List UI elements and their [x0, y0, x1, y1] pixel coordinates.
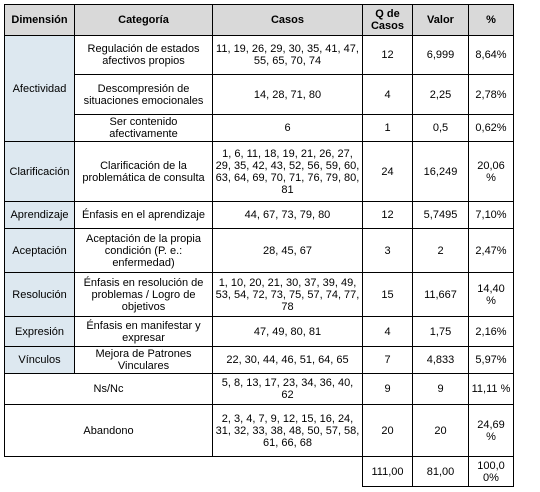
category-cell: Énfasis en manifestar y expresar: [75, 317, 213, 347]
table-row: [5, 317, 514, 347]
percent-cell: 7,10%: [469, 202, 514, 229]
cases-cell: 44, 67, 73, 79, 80: [213, 202, 363, 229]
dimension-cell: Clarificación: [5, 142, 75, 202]
value-cell: 16,249: [413, 142, 469, 202]
q-cell: 1: [363, 115, 413, 142]
cases-cell: 28, 45, 67: [213, 229, 363, 273]
dimension-cell: Vínculos: [5, 347, 75, 374]
category-cell: Regulación de estados afectivos propios: [75, 36, 213, 75]
percent-cell: 2,16%: [469, 317, 514, 347]
category-cell: Énfasis en el aprendizaje: [75, 202, 213, 229]
value-cell: 2,25: [413, 75, 469, 115]
cases-cell: 2, 3, 4, 7, 9, 12, 15, 16, 24, 31, 32, 33, 38, 48, 50, 57, 58, 61, 66, 68: [213, 405, 363, 457]
total-value-cell: 81,00: [413, 457, 469, 487]
value-cell: 9: [413, 374, 469, 405]
q-cell: 4: [363, 75, 413, 115]
dimension-cell: Aceptación: [5, 229, 75, 273]
table-row: [5, 374, 514, 405]
cases-cell: 47, 49, 80, 81: [213, 317, 363, 347]
q-cell: 20: [363, 405, 413, 457]
header-category: Categoría: [75, 5, 213, 36]
dimension-cell: Afectividad: [5, 36, 75, 142]
header-q-cases: Q de Casos: [363, 5, 413, 36]
header-row: [5, 5, 514, 36]
table-row: [5, 229, 514, 273]
category-cell: Mejora de Patrones Vinculares: [75, 347, 213, 374]
cases-cell: 5, 8, 13, 17, 23, 34, 36, 40, 62: [213, 374, 363, 405]
category-cell: Aceptación de la propia condición (P. e.: enfermedad): [75, 229, 213, 273]
percent-cell: 2,78%: [469, 75, 514, 115]
q-cell: 12: [363, 36, 413, 75]
category-cell: Énfasis en resolución de problemas / Logro de objetivos: [75, 273, 213, 317]
percent-cell: 8,64%: [469, 36, 514, 75]
value-cell: 20: [413, 405, 469, 457]
percent-cell: 0,62%: [469, 115, 514, 142]
totals-spacer: [5, 457, 363, 487]
dimension-cell: Expresión: [5, 317, 75, 347]
dimension-cell: Abandono: [5, 405, 213, 457]
value-cell: 4,833: [413, 347, 469, 374]
q-cell: 7: [363, 347, 413, 374]
category-cell: Descompresión de situaciones emocionales: [75, 75, 213, 115]
table-row: [5, 36, 514, 75]
value-cell: 11,667: [413, 273, 469, 317]
cases-cell: 6: [213, 115, 363, 142]
cases-cell: 11, 19, 26, 29, 30, 35, 41, 47, 55, 65, 70, 74: [213, 36, 363, 75]
cases-cell: 1, 6, 11, 18, 19, 21, 26, 27, 29, 35, 42, 43, 52, 56, 59, 60, 63, 64, 69, 70, 71, 76, 79, 80, 81: [213, 142, 363, 202]
q-cell: 4: [363, 317, 413, 347]
value-cell: 6,999: [413, 36, 469, 75]
table-row: [5, 273, 514, 317]
value-cell: 0,5: [413, 115, 469, 142]
q-cell: 24: [363, 142, 413, 202]
dimension-cell: Ns/Nc: [5, 374, 213, 405]
percent-cell: 5,97%: [469, 347, 514, 374]
totals-row: [5, 457, 514, 487]
total-percent-cell: 100,0 0%: [469, 457, 514, 487]
q-cell: 9: [363, 374, 413, 405]
q-cell: 3: [363, 229, 413, 273]
table-row: [5, 347, 514, 374]
cases-table: [4, 4, 514, 487]
cases-cell: 22, 30, 44, 46, 51, 64, 65: [213, 347, 363, 374]
dimension-cell: Resolución: [5, 273, 75, 317]
cases-cell: 14, 28, 71, 80: [213, 75, 363, 115]
q-cell: 12: [363, 202, 413, 229]
total-q-cell: 111,00: [363, 457, 413, 487]
q-cell: 15: [363, 273, 413, 317]
category-cell: Ser contenido afectivamente: [75, 115, 213, 142]
header-cases: Casos: [213, 5, 363, 36]
value-cell: 2: [413, 229, 469, 273]
table-row: [5, 142, 514, 202]
percent-cell: 14,40 %: [469, 273, 514, 317]
dimension-cell: Aprendizaje: [5, 202, 75, 229]
percent-cell: 2,47%: [469, 229, 514, 273]
cases-cell: 1, 10, 20, 21, 30, 37, 39, 49, 53, 54, 72, 73, 75, 57, 74, 77, 78: [213, 273, 363, 317]
percent-cell: 24,69 %: [469, 405, 514, 457]
value-cell: 5,7495: [413, 202, 469, 229]
percent-cell: 11,11 %: [469, 374, 514, 405]
table-row: [5, 202, 514, 229]
table-row: [5, 75, 514, 115]
table-row: [5, 115, 514, 142]
header-dimension: Dimensión: [5, 5, 75, 36]
percent-cell: 20,06 %: [469, 142, 514, 202]
header-value: Valor: [413, 5, 469, 36]
category-cell: Clarificación de la problemática de consulta: [75, 142, 213, 202]
header-percent: %: [469, 5, 514, 36]
value-cell: 1,75: [413, 317, 469, 347]
table-row: [5, 405, 514, 457]
